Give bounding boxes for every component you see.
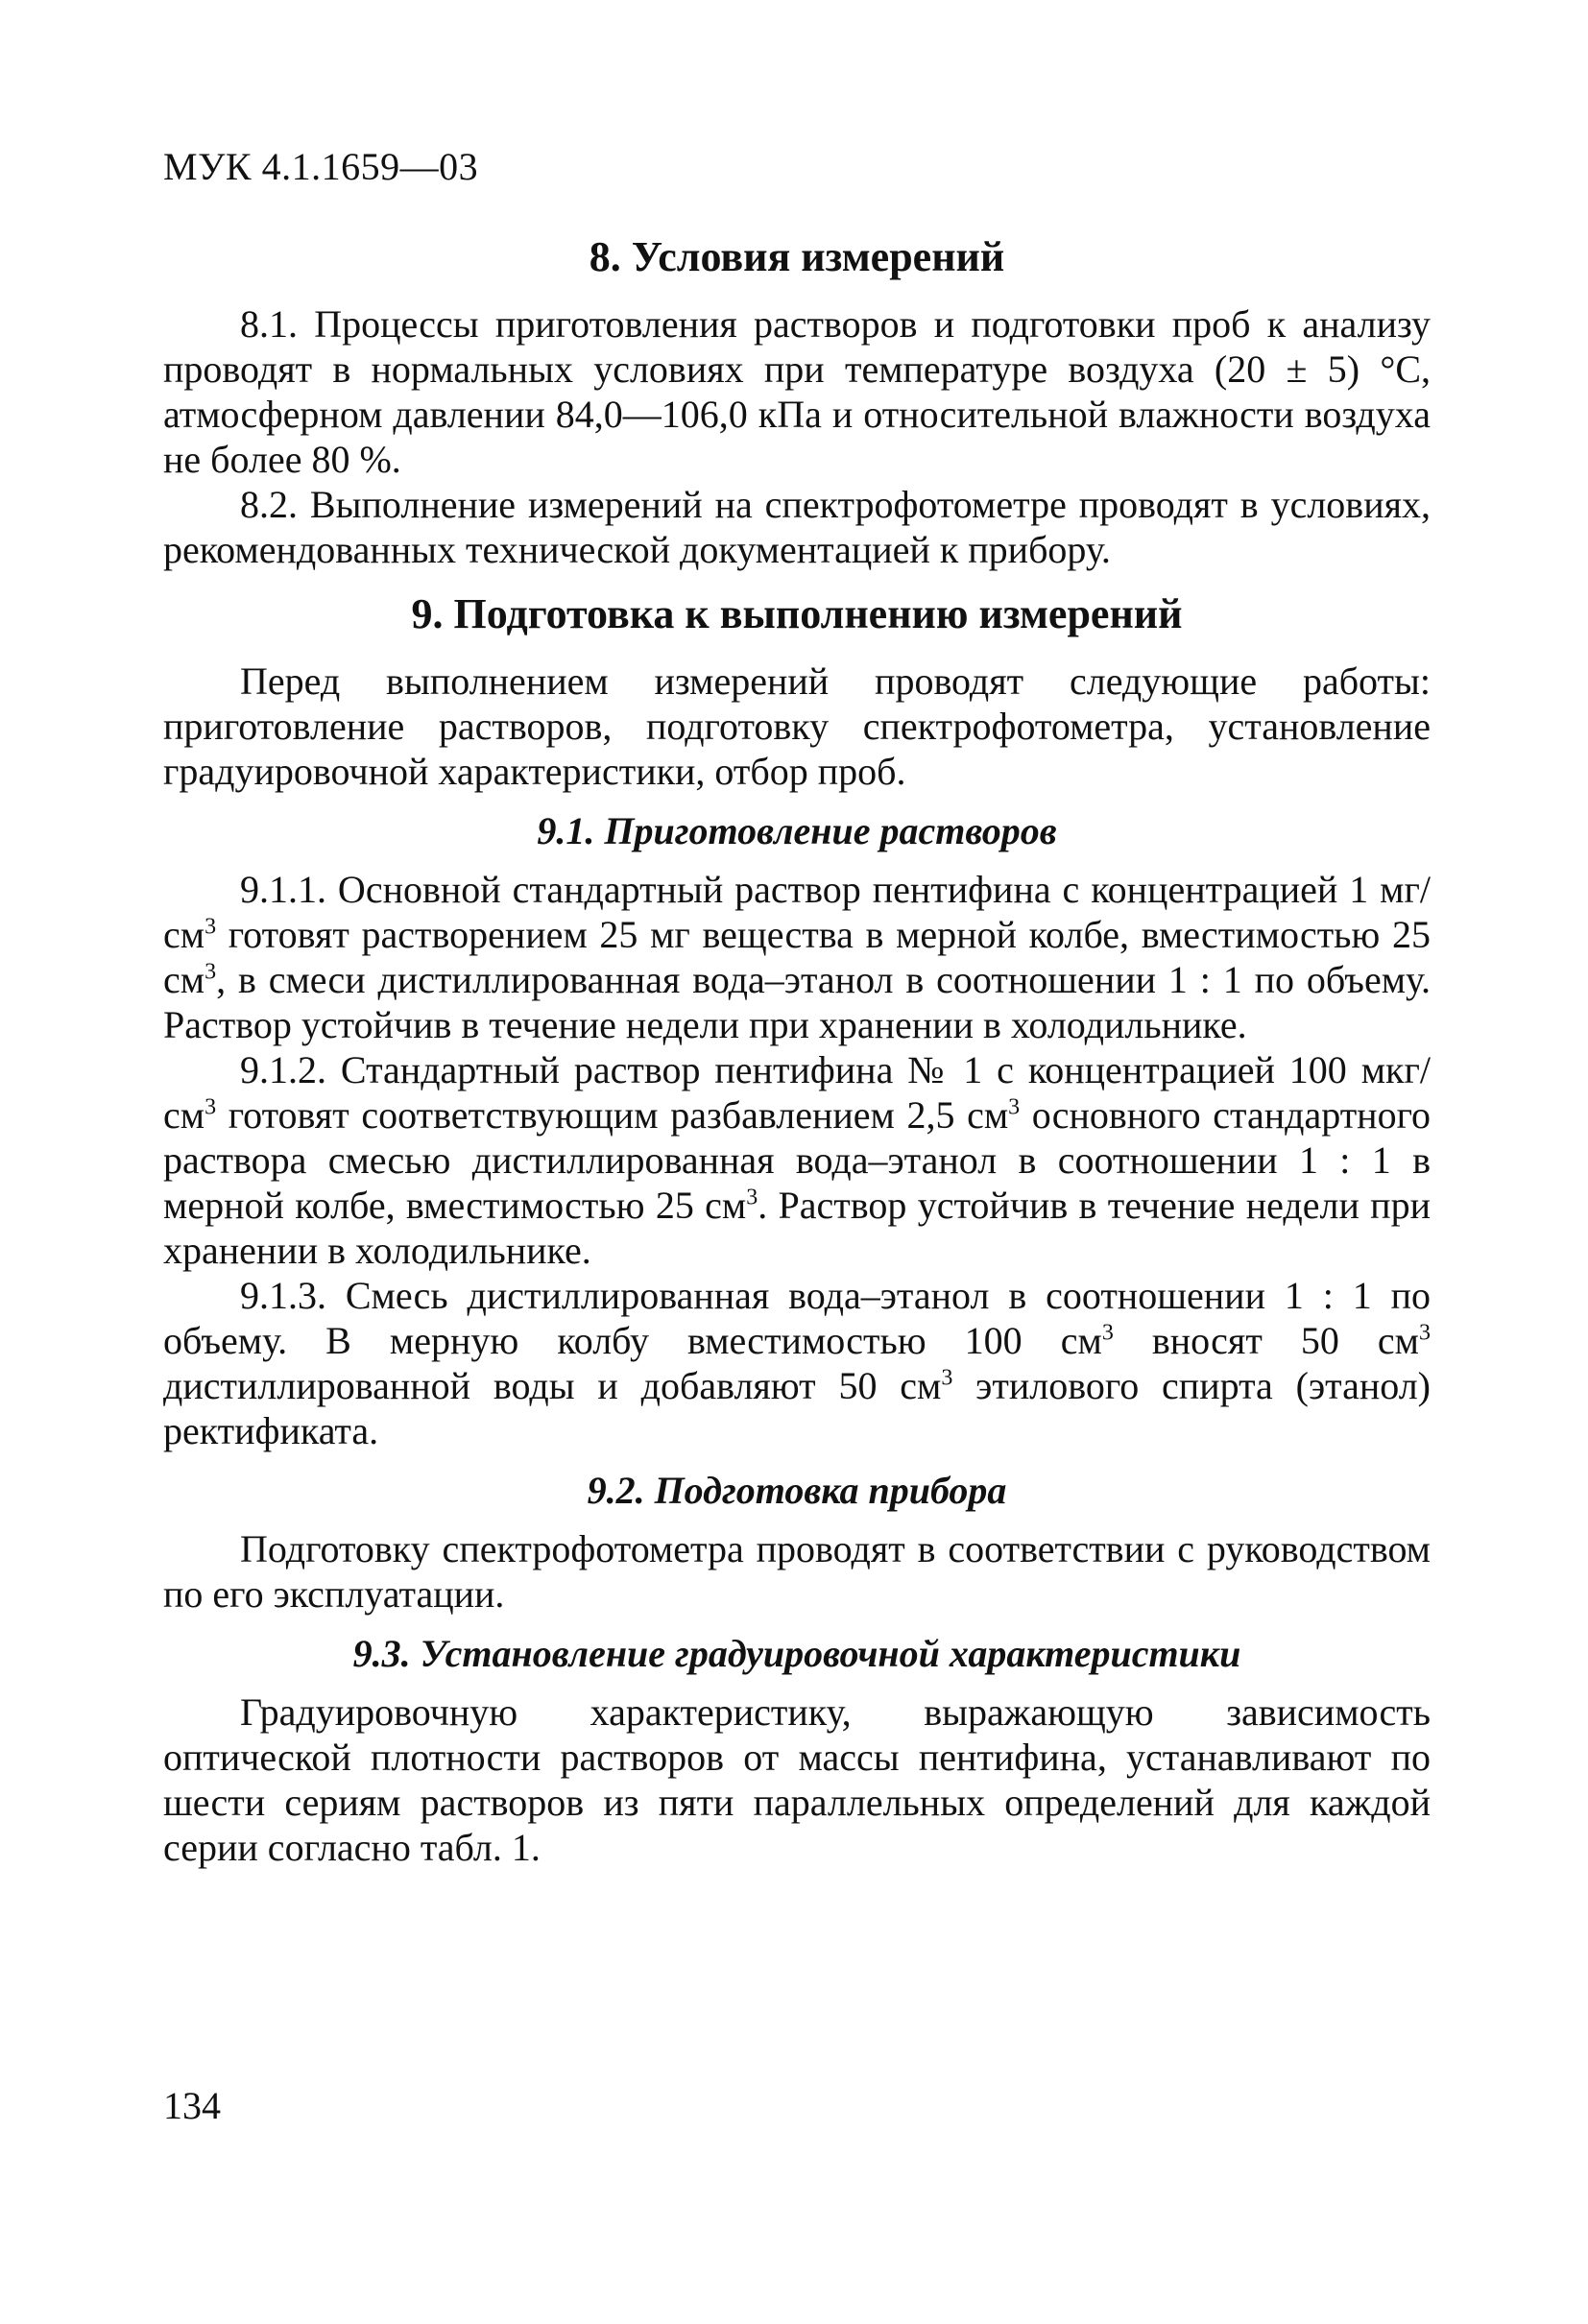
superscript: 3 [205,914,217,940]
text-run: 9.1.3. Смесь дистиллированная вода–этанол в соотношении 1 : 1 по объему. В мерную колбу вместимостью 100 см [163,1274,1431,1362]
text-run: готовят растворением 25 мг вещества в мерной колбе, вместимостью 25 см [163,913,1431,1001]
text-run: дистиллированной воды и добавляют 50 см [163,1364,942,1407]
text-run: 9.1.2. Стандартный раствор пентифина № 1 с концентрацией 100 мкг/см [163,1048,1431,1137]
superscript: 3 [1101,1320,1114,1346]
paragraph-9-1-2 [163,1047,1431,1273]
paragraph-9-intro: Перед выполнением измерений проводят следующие работы: приготовление растворов, подготовку спектрофотометра, установление градуировочной характеристики, отбор проб. [163,659,1431,793]
text-run: этилового спирта (этанол) ректификата. [163,1364,1432,1452]
text-run: , в смеси дистиллированная вода–этанол в соотношении 1 : 1 по объему. Раствор устойчив в течение недели при хранении в холодильнике. [163,958,1431,1046]
paragraph-9-1-3 [163,1273,1431,1453]
superscript: 3 [205,959,217,985]
subsection-9-3-title: 9.3. Установление градуировочной характеристики [352,1632,1241,1675]
superscript: 3 [941,1365,953,1391]
section-9-title: 9. Подготовка к выполнению измерений [411,590,1183,637]
superscript: 3 [746,1185,758,1210]
text-run: . Раствор устойчив в течение недели при хранении в холодильнике. [163,1184,1431,1272]
paragraph-9-2: Подготовку спектрофотометра проводят в соответствии с руководством по его эксплуатации. [163,1527,1431,1616]
section-8-title: 8. Условия измерений [589,233,1005,280]
superscript: 3 [1418,1320,1431,1346]
text-run: вносят 50 см [1113,1319,1419,1362]
text-run: основного стандартного раствора смесью дистиллированная вода–этанол в соотношении 1 : 1 в мерной колбе, вместимостью 25 см [163,1093,1431,1227]
document-code: МУК 4.1.1659—03 [163,145,479,188]
paragraph-9-3: Градуировочную характеристику, выражающую зависимость оптической плотности растворов от массы пентифина, устанавливают по шести сериям растворов из пяти параллельных определений для каждой серии согласно табл. 1. [163,1690,1431,1869]
paragraph-9-1-1 [163,867,1431,1047]
page-number: 134 [163,2084,221,2127]
superscript: 3 [1008,1094,1021,1120]
subsection-9-1-title: 9.1. Приготовление растворов [537,809,1057,852]
superscript: 3 [205,1094,217,1120]
paragraph-8-2: 8.2. Выполнение измерений на спектрофотометре проводят в условиях, рекомендованных технической документацией к прибору. [163,483,1431,571]
document-page [163,144,1431,1870]
text-run: 9.1.1. Основной стандартный раствор пентифина с концентрацией 1 мг/см [163,868,1431,956]
text-run: готовят соответствующим разбавлением 2,5 см [216,1093,1009,1137]
paragraph-8-1: 8.1. Процессы приготовления растворов и подготовки проб к анализу проводят в нормальных условиях при температуре воздуха (20 ± 5) °С, атмосферном давлении 84,0—106,0 кПа и относительной влажности воздуха не более 80 %. [163,302,1431,481]
subsection-9-2-title: 9.2. Подготовка прибора [587,1469,1007,1512]
spacer [163,572,1431,589]
